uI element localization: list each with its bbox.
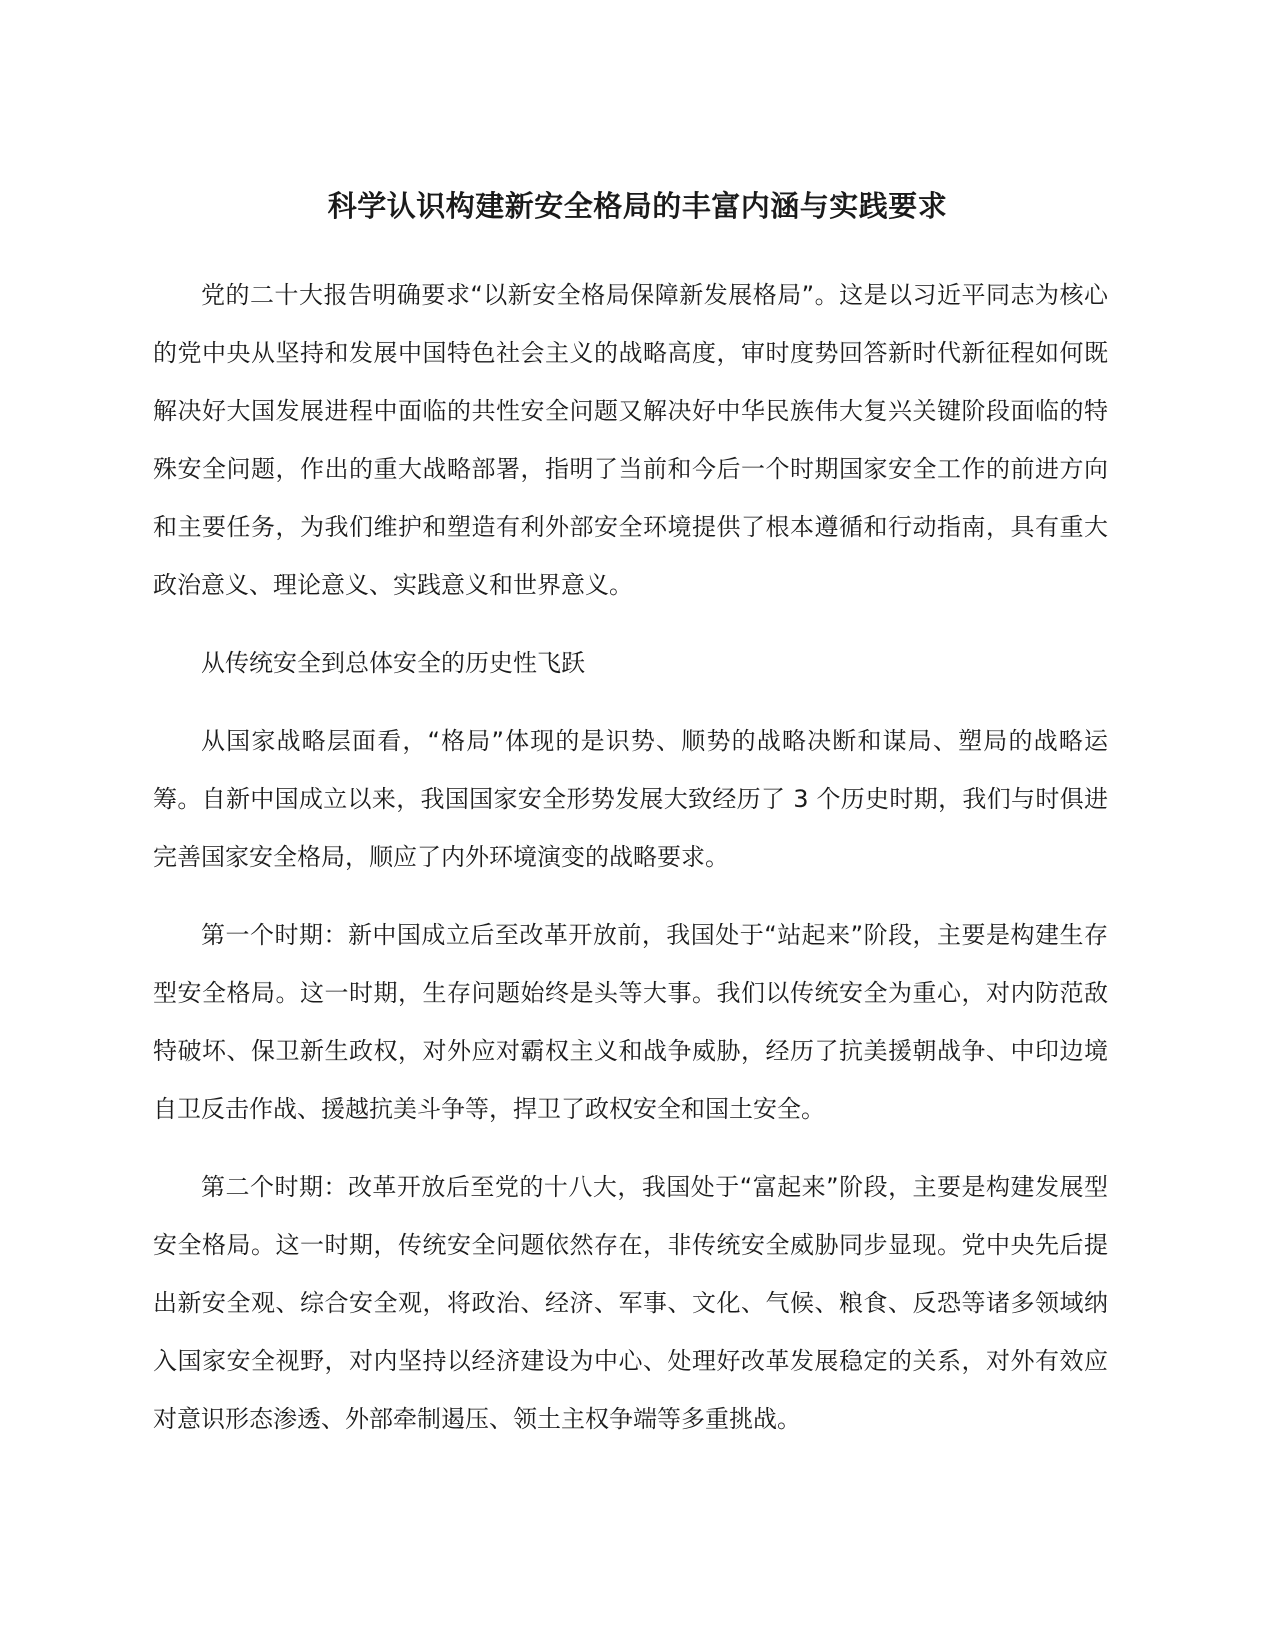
section-heading: 从传统安全到总体安全的历史性飞跃 [201,649,585,677]
paragraph-intro: 党的二十大报告明确要求“以新安全格局保障新发展格局”。这是以习近平同志为核心的党中央从坚持和发展中国特色社会主义的战略高度，审时度势回答新时代新征程如何既解决好大国发展进程中面临的共性安全问题又解决好中华民族伟大复兴关键阶段面临的特殊安全问题，作出的重大战略部署，指明了当前和今后一个时期国家安全工作的前进方向和主要任务，为我们维护和塑造有利外部安全环境提供了根本遵循和行动指南，具有重大政治意义、理论意义、实践意义和世界意义。 [153,281,1108,599]
paragraph-second-period: 第二个时期：改革开放后至党的十八大，我国处于“富起来”阶段，主要是构建发展型安全格局。这一时期，传统安全问题依然存在，非传统安全威胁同步显现。党中央先后提出新安全观、综合安全观，将政治、经济、军事、文化、气候、粮食、反恐等诸多领域纳入国家安全视野，对内坚持以经济建设为中心、处理好改革发展稳定的关系，对外有效应对意识形态渗透、外部牵制遏压、领土主权争端等多重挑战。 [153,1173,1108,1433]
document-title: 科学认识构建新安全格局的丰富内涵与实践要求 [327,189,948,223]
paragraph-first-period: 第一个时期：新中国成立后至改革开放前，我国处于“站起来”阶段，主要是构建生存型安全格局。这一时期，生存问题始终是头等大事。我们以传统安全为重心，对内防范敌特破坏、保卫新生政权，对外应对霸权主义和战争威胁，经历了抗美援朝战争、中印边境自卫反击作战、援越抗美斗争等，捍卫了政权安全和国土安全。 [153,921,1108,1123]
document-body [153,266,1108,1468]
paragraph-strategy: 从国家战略层面看，“格局”体现的是识势、顺势的战略决断和谋局、塑局的战略运筹。自新中国成立以来，我国国家安全形势发展大致经历了 3 个历史时期，我们与时俱进完善国家安全格局，顺应了内外环境演变的战略要求。 [153,727,1108,871]
